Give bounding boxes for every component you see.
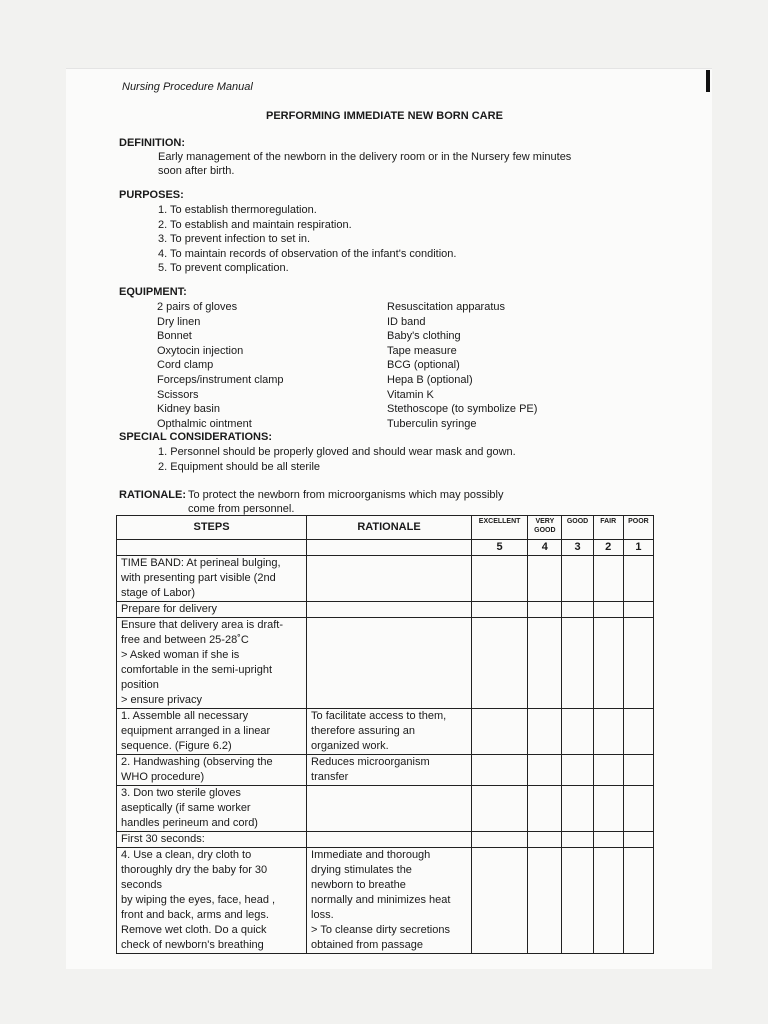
rationale-line-1: To protect the newborn from microorganisms which may possibly xyxy=(188,489,504,501)
score-cell[interactable] xyxy=(593,709,623,755)
score-cell[interactable] xyxy=(471,618,527,709)
rationale-header: RATIONALE xyxy=(307,516,472,540)
step-cell xyxy=(117,602,307,618)
very-good-line-2: GOOD xyxy=(534,527,556,534)
cell-line: position xyxy=(121,679,159,691)
list-item: Stethoscope (to symbolize PE) xyxy=(387,403,538,416)
cell-line: 3. Don two sterile gloves xyxy=(121,787,241,799)
rationale-cell xyxy=(307,556,472,602)
score-cell[interactable] xyxy=(528,556,562,602)
cell-line: handles perineum and cord) xyxy=(121,817,258,829)
score-cell[interactable] xyxy=(562,755,593,786)
cell-line: 2. Handwashing (observing the xyxy=(121,756,273,768)
score-cell[interactable] xyxy=(562,556,593,602)
list-item: Oxytocin injection xyxy=(157,344,244,357)
list-item: Vitamin K xyxy=(387,388,434,401)
list-item: 2 pairs of gloves xyxy=(157,301,238,313)
score-cell[interactable] xyxy=(562,602,593,618)
cell-line: > To cleanse dirty secretions xyxy=(311,924,450,936)
score-cell[interactable] xyxy=(528,602,562,618)
page-title: PERFORMING IMMEDIATE NEW BORN CARE xyxy=(266,110,503,122)
score-cell[interactable] xyxy=(593,602,623,618)
list-item: Tuberculin syringe xyxy=(387,417,477,430)
score-cell[interactable] xyxy=(623,602,653,618)
score-cell[interactable] xyxy=(593,755,623,786)
list-item: 1. To establish thermoregulation. xyxy=(158,204,317,216)
cell-line: check of newborn's breathing xyxy=(121,939,264,951)
list-item: Cord clamp xyxy=(157,359,214,372)
score-cell[interactable] xyxy=(471,832,527,848)
cell-line: newborn to breathe xyxy=(311,879,406,891)
score-cell[interactable] xyxy=(562,709,593,755)
table-row xyxy=(117,709,654,755)
cell-line: > Asked woman if she is xyxy=(121,649,240,661)
score-cell[interactable] xyxy=(528,848,562,954)
score-cell[interactable] xyxy=(528,786,562,832)
table-row xyxy=(117,755,654,786)
equipment-heading: EQUIPMENT: xyxy=(119,286,187,298)
score-cell[interactable] xyxy=(562,848,593,954)
score-cell[interactable] xyxy=(471,848,527,954)
step-cell xyxy=(117,848,307,954)
cell-line: equipment arranged in a linear xyxy=(121,725,271,737)
rationale-cell xyxy=(307,786,472,832)
special-considerations-heading: SPECIAL CONSIDERATIONS: xyxy=(119,431,272,443)
good-header: GOOD xyxy=(562,516,593,540)
rationale-line-2: come from personnel. xyxy=(188,503,295,515)
rationale-cell xyxy=(307,832,472,848)
fair-header: FAIR xyxy=(593,516,623,540)
table-header-row xyxy=(117,516,654,540)
table-row xyxy=(117,832,654,848)
list-item: 2. Equipment should be all sterile xyxy=(158,460,321,473)
very-good-line-1: VERY xyxy=(535,518,555,525)
list-item: Scissors xyxy=(157,388,199,401)
poor-header: POOR xyxy=(623,516,653,540)
cell-line: Immediate and thorough xyxy=(311,849,431,861)
scan-edge-mark xyxy=(706,70,710,92)
cell-line: sequence. (Figure 6.2) xyxy=(121,740,232,752)
special-considerations-list xyxy=(158,445,516,474)
purposes-heading: PURPOSES: xyxy=(119,189,184,201)
table-cell xyxy=(117,540,307,556)
cell-line: seconds xyxy=(121,879,162,891)
table-row xyxy=(117,786,654,832)
score-cell[interactable] xyxy=(528,832,562,848)
score-cell[interactable] xyxy=(593,618,623,709)
rationale-cell xyxy=(307,618,472,709)
cell-line: Prepare for delivery xyxy=(121,603,217,615)
score-3: 3 xyxy=(562,540,593,556)
score-cell[interactable] xyxy=(623,848,653,954)
step-cell xyxy=(117,786,307,832)
cell-line: drying stimulates the xyxy=(311,864,412,876)
list-item: Baby's clothing xyxy=(387,330,461,343)
score-cell[interactable] xyxy=(623,556,653,602)
score-cell[interactable] xyxy=(471,709,527,755)
score-1: 1 xyxy=(623,540,653,556)
list-item: 1. Personnel should be properly gloved and should wear mask and gown. xyxy=(158,446,516,458)
score-cell[interactable] xyxy=(623,786,653,832)
list-item: 3. To prevent infection to set in. xyxy=(158,233,311,245)
definition-heading: DEFINITION: xyxy=(119,137,185,149)
very-good-header xyxy=(528,516,562,540)
cell-line: by wiping the eyes, face, head , xyxy=(121,894,276,906)
score-cell[interactable] xyxy=(528,755,562,786)
score-5: 5 xyxy=(471,540,527,556)
cell-line: TIME BAND: At perineal bulging, xyxy=(121,557,281,569)
steps-header: STEPS xyxy=(117,516,307,540)
cell-line: transfer xyxy=(311,771,349,783)
rationale-cell xyxy=(307,848,472,954)
table-row xyxy=(117,602,654,618)
cell-line: Ensure that delivery area is draft- xyxy=(121,619,284,631)
score-cell[interactable] xyxy=(593,556,623,602)
definition-line-1: Early management of the newborn in the delivery room or in the Nursery few minutes xyxy=(158,151,572,163)
score-cell[interactable] xyxy=(528,618,562,709)
cell-line: aseptically (if same worker xyxy=(121,802,251,814)
list-item: ID band xyxy=(387,315,426,328)
list-item: Resuscitation apparatus xyxy=(387,301,506,313)
list-item: Dry linen xyxy=(157,315,201,328)
score-cell[interactable] xyxy=(471,556,527,602)
cell-line: > ensure privacy xyxy=(121,694,203,706)
cell-line: WHO procedure) xyxy=(121,771,205,783)
score-cell[interactable] xyxy=(471,602,527,618)
score-cell[interactable] xyxy=(623,709,653,755)
cell-line: obtained from passage xyxy=(311,939,423,951)
cell-line: free and between 25-28˚C xyxy=(121,634,249,646)
equipment-list-right xyxy=(387,300,537,431)
score-cell[interactable] xyxy=(623,618,653,709)
list-item: Opthalmic ointment xyxy=(157,417,252,430)
cell-line: 1. Assemble all necessary xyxy=(121,710,249,722)
score-cell[interactable] xyxy=(593,848,623,954)
cell-line: front and back, arms and legs. xyxy=(121,909,269,921)
cell-line: thoroughly dry the baby for 30 xyxy=(121,864,268,876)
table-cell xyxy=(307,540,472,556)
step-cell xyxy=(117,618,307,709)
score-cell[interactable] xyxy=(623,755,653,786)
cell-line: comfortable in the semi-upright xyxy=(121,664,273,676)
cell-line: normally and minimizes heat xyxy=(311,894,451,906)
evaluation-table xyxy=(116,515,654,954)
rationale-cell xyxy=(307,602,472,618)
score-cell[interactable] xyxy=(562,786,593,832)
score-cell[interactable] xyxy=(528,709,562,755)
score-cell[interactable] xyxy=(471,786,527,832)
list-item: 2. To establish and maintain respiration. xyxy=(158,218,352,231)
table-row xyxy=(117,618,654,709)
score-cell[interactable] xyxy=(593,786,623,832)
cell-line: Reduces microorganism xyxy=(311,756,430,768)
score-4: 4 xyxy=(528,540,562,556)
rationale-cell xyxy=(307,755,472,786)
list-item: 4. To maintain records of observation of the infant's condition. xyxy=(158,247,457,260)
cell-line: To facilitate access to them, xyxy=(311,710,447,722)
excellent-header: EXCELLENT xyxy=(471,516,527,540)
cell-line: Remove wet cloth. Do a quick xyxy=(121,924,267,936)
list-item: 5. To prevent complication. xyxy=(158,262,289,274)
step-cell xyxy=(117,556,307,602)
list-item: Bonnet xyxy=(157,330,192,343)
manual-header: Nursing Procedure Manual xyxy=(122,81,253,93)
cell-line: stage of Labor) xyxy=(121,587,195,599)
cell-line: 4. Use a clean, dry cloth to xyxy=(121,849,252,861)
table-row xyxy=(117,556,654,602)
score-cell[interactable] xyxy=(623,832,653,848)
score-row xyxy=(117,540,654,556)
cell-line: organized work. xyxy=(311,740,389,752)
cell-line: therefore assuring an xyxy=(311,725,415,737)
list-item: Forceps/instrument clamp xyxy=(157,373,284,386)
list-item: BCG (optional) xyxy=(387,359,460,372)
score-cell[interactable] xyxy=(471,755,527,786)
step-cell xyxy=(117,832,307,848)
procedure-steps xyxy=(117,556,654,954)
rationale-cell xyxy=(307,709,472,755)
list-item: Kidney basin xyxy=(157,403,220,416)
step-cell xyxy=(117,709,307,755)
score-2: 2 xyxy=(593,540,623,556)
list-item: Hepa B (optional) xyxy=(387,373,473,386)
equipment-list-left xyxy=(157,300,284,431)
definition-line-2: soon after birth. xyxy=(158,165,235,177)
purposes-list xyxy=(158,203,456,276)
rationale-label: RATIONALE: xyxy=(119,489,187,501)
score-cell[interactable] xyxy=(562,832,593,848)
table-row xyxy=(117,848,654,954)
score-cell[interactable] xyxy=(562,618,593,709)
cell-line: loss. xyxy=(311,909,334,921)
cell-line: First 30 seconds: xyxy=(121,833,205,845)
step-cell xyxy=(117,755,307,786)
cell-line: with presenting part visible (2nd xyxy=(121,572,276,584)
score-cell[interactable] xyxy=(593,832,623,848)
list-item: Tape measure xyxy=(387,344,457,357)
